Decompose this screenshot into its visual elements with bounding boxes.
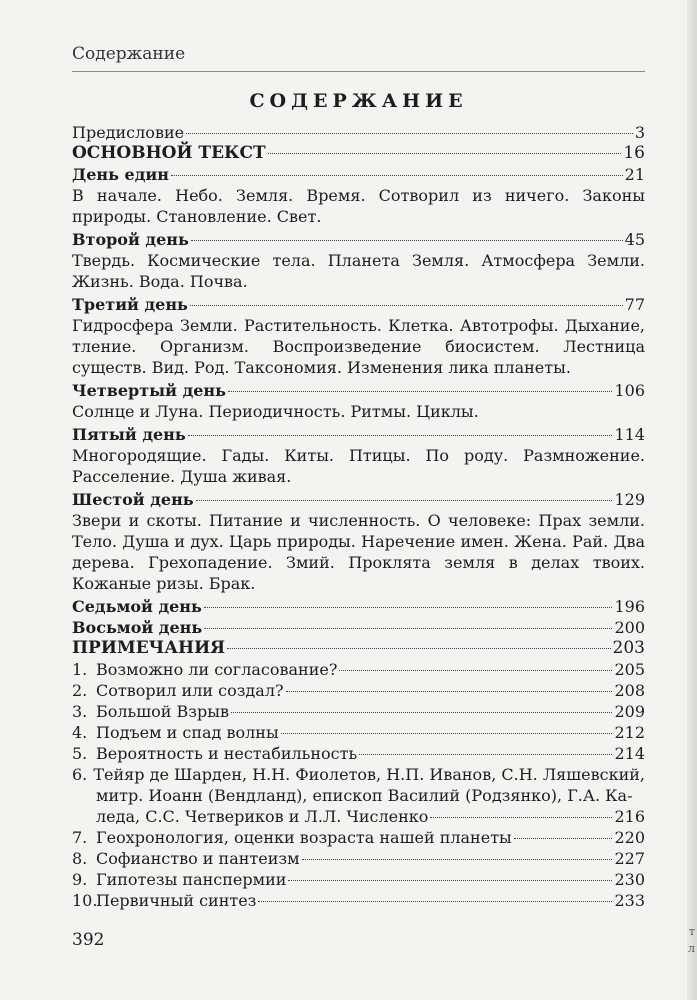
toc-label: Подъем и спад волны [96, 723, 279, 742]
toc-page: 209 [614, 702, 645, 721]
toc-label: Софианство и пантеизм [96, 849, 300, 868]
toc-label: Большой Взрыв [96, 702, 229, 721]
toc-label: Шестой день [72, 490, 194, 509]
toc-page: 196 [614, 597, 645, 616]
toc-note-item-multiline[interactable] [72, 764, 645, 827]
toc-note-item[interactable] [72, 743, 645, 764]
toc-entry-day6[interactable] [72, 489, 645, 510]
toc-page: 205 [614, 660, 645, 679]
toc-entry-preface[interactable] [72, 122, 645, 143]
table-of-contents [72, 122, 645, 911]
toc-note-item[interactable] [72, 869, 645, 890]
dot-leader [231, 712, 612, 713]
dot-leader [204, 607, 613, 608]
toc-label: Возможно ли согласование? [96, 660, 338, 679]
toc-label: Вероятность и нестабильность [96, 744, 358, 763]
toc-label: Пятый день [72, 425, 186, 444]
note-number: 4. [72, 723, 88, 742]
dot-leader [268, 153, 622, 154]
dot-leader [191, 240, 623, 241]
note-number: 9. [72, 870, 88, 889]
dot-leader [228, 391, 612, 392]
note-number: 3. [72, 702, 88, 721]
page-title: СОДЕРЖАНИЕ [249, 90, 468, 112]
page-number: 392 [72, 930, 105, 950]
toc-page: 3 [634, 123, 645, 142]
toc-page: 203 [612, 638, 645, 658]
toc-label: День един [72, 165, 169, 184]
dot-leader [186, 133, 633, 134]
toc-entry-main-text[interactable] [72, 143, 645, 164]
dot-leader [302, 859, 613, 860]
toc-page: 220 [614, 828, 645, 847]
toc-description: Многородящие. Гады. Киты. Птицы. По роду. Размножение. Расселение. Душа живая. [72, 446, 645, 486]
toc-page: 16 [623, 143, 645, 163]
dot-leader [190, 305, 623, 306]
dot-leader [430, 817, 612, 818]
header-divider [72, 71, 645, 72]
toc-page: 230 [614, 870, 645, 889]
toc-label-line: митр. Иоанн (Вендланд), епископ Василий (Родзянко), Г.А. Ка- [96, 786, 633, 805]
toc-page: 233 [614, 891, 645, 910]
toc-note-item[interactable] [72, 659, 645, 680]
dot-leader [514, 838, 613, 839]
note-line [72, 764, 645, 785]
note-number: 10. [72, 891, 98, 910]
note-number: 2. [72, 681, 88, 700]
note-number: 7. [72, 828, 88, 847]
toc-page: 21 [624, 165, 645, 184]
toc-page: 129 [614, 490, 645, 509]
dot-leader [196, 500, 613, 501]
toc-note-item[interactable] [72, 701, 645, 722]
toc-label: Сотворил или создал? [96, 681, 284, 700]
note-number: 5. [72, 744, 88, 763]
toc-entry-day2[interactable] [72, 229, 645, 250]
toc-entry-day5[interactable] [72, 424, 645, 445]
toc-label: Геохронология, оценки возраста нашей планеты [96, 828, 512, 847]
toc-entry-notes[interactable] [72, 638, 645, 659]
note-number: 8. [72, 849, 88, 868]
toc-note-item[interactable] [72, 680, 645, 701]
note-number: 1. [72, 660, 88, 679]
running-header: Содержание [72, 44, 186, 64]
toc-label-line: леда, С.С. Четвериков и Л.Л. Численко [96, 807, 429, 826]
toc-label: Второй день [72, 230, 189, 249]
dot-leader [286, 691, 613, 692]
dot-leader [258, 901, 612, 902]
toc-page: 106 [614, 381, 645, 400]
toc-label: Четвертый день [72, 381, 226, 400]
note-number: 6. [72, 765, 88, 784]
toc-label: ПРИМЕЧАНИЯ [72, 638, 226, 658]
dot-leader [288, 880, 612, 881]
toc-page: 212 [614, 723, 645, 742]
toc-label: Восьмой день [72, 618, 203, 637]
toc-description: В начале. Небо. Земля. Время. Сотворил из ничего. Законы природы. Становление. Свет. [72, 186, 645, 226]
page-edge [687, 0, 697, 1000]
toc-page: 227 [614, 849, 645, 868]
dot-leader [188, 435, 613, 436]
toc-note-item[interactable] [72, 890, 645, 911]
dot-leader [204, 628, 612, 629]
toc-entry-day4[interactable] [72, 380, 645, 401]
toc-label: Третий день [72, 295, 188, 314]
toc-label: Первичный синтез [96, 891, 257, 910]
toc-page: 45 [624, 230, 645, 249]
toc-note-item[interactable] [72, 722, 645, 743]
toc-entry-day3[interactable] [72, 294, 645, 315]
toc-entry-day1[interactable] [72, 164, 645, 185]
toc-label: Предисловие [72, 123, 185, 142]
edge-mark: т [688, 925, 695, 938]
edge-mark: л [688, 942, 695, 955]
note-line [72, 785, 645, 806]
toc-page: 214 [614, 744, 645, 763]
dot-leader [171, 175, 623, 176]
toc-entry-day7[interactable] [72, 596, 645, 617]
toc-page: 114 [614, 425, 645, 444]
toc-label: Седьмой день [72, 597, 202, 616]
toc-page: 200 [614, 618, 645, 637]
toc-label: ОСНОВНОЙ ТЕКСТ [72, 143, 266, 163]
note-line [72, 806, 645, 827]
toc-note-item[interactable] [72, 827, 645, 848]
toc-entry-day8[interactable] [72, 617, 645, 638]
toc-page: 208 [614, 681, 645, 700]
dot-leader [227, 648, 610, 649]
toc-page: 216 [614, 807, 645, 826]
dot-leader [281, 733, 613, 734]
toc-label: Гипотезы панспермии [96, 870, 287, 889]
dot-leader [359, 754, 612, 755]
toc-note-item[interactable] [72, 848, 645, 869]
toc-description: Твердь. Космические тела. Планета Земля. Атмосфера Земли. Жизнь. Вода. Почва. [72, 251, 645, 291]
toc-page: 77 [624, 295, 645, 314]
dot-leader [339, 670, 612, 671]
toc-description: Гидросфера Земли. Растительность. Клетка. Автотрофы. Дыхание, тление. Организм. Воспроизведение биосистем. Лестница существ. Вид. Род. Таксономия. Изменения лика планеты. [72, 316, 645, 377]
toc-description: Звери и скоты. Питание и численность. О человеке: Прах земли. Тело. Душа и дух. Царь природы. Наречение имен. Жена. Рай. Два дерева. Грехопадение. Змий. Проклята земля в делах твоих. Кожаные ризы. Брак. [72, 511, 645, 593]
toc-label-line: Тейяр де Шарден, Н.Н. Фиолетов, Н.П. Иванов, С.Н. Ляшевский, [93, 765, 645, 784]
toc-description: Солнце и Луна. Периодичность. Ритмы. Циклы. [72, 402, 479, 421]
